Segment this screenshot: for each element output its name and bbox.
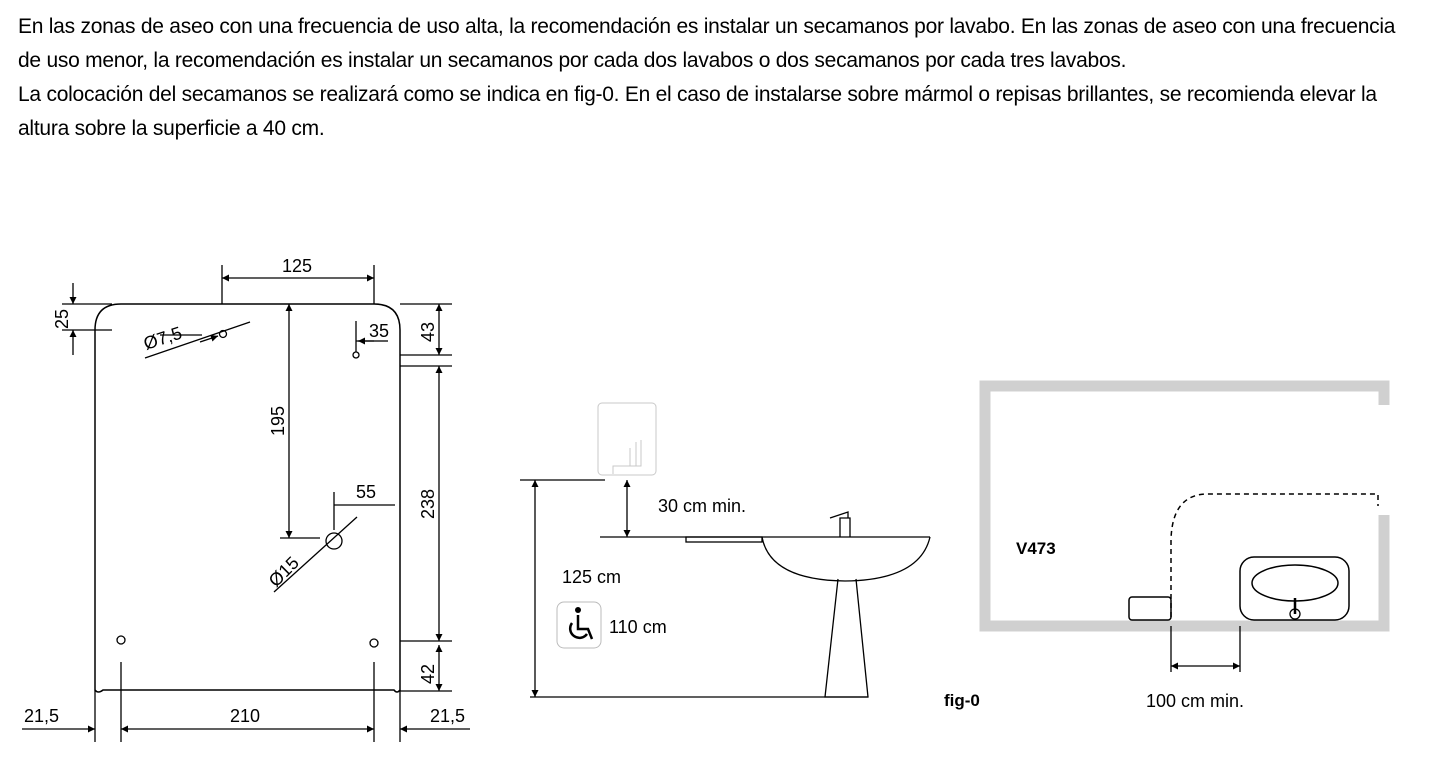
sink-basin <box>762 537 930 581</box>
bottom-left-hole-marker <box>117 636 125 644</box>
template-dimension-labels <box>24 256 465 726</box>
paragraph-usage: En las zonas de aseo con una frecuencia de uso alta, la recomendación es instalar un secamanos por lavabo. En las zonas de aseo con una frecuencia de uso menor, la recomendación es instalar un secamanos por cada dos lavabos o dos secamanos por cada tres lavabos. <box>18 15 1396 72</box>
dim-big-hole-label: Ø15 <box>264 552 303 591</box>
dim-42-label: 42 <box>418 663 438 684</box>
dim-238-label: 238 <box>418 488 438 519</box>
dim-clearance-label: 100 cm min. <box>1146 691 1245 711</box>
dim-accessible-label: 110 cm <box>609 617 667 637</box>
big-hole-marker <box>326 533 342 549</box>
mounting-template-drawing <box>22 265 470 742</box>
dim-43-label: 43 <box>418 321 438 342</box>
sink-elevation-drawing <box>520 403 930 697</box>
sink-dimension-labels <box>562 496 746 637</box>
dim-bottom-left-label: 21,5 <box>24 706 60 726</box>
sink-pedestal <box>825 579 868 697</box>
wheelchair-icon <box>557 602 601 648</box>
paragraph-placement: La colocación del secamanos se realizará como se indica en fig-0. En el caso de instalarse sobre mármol o repisas brillantes, se recomienda elevar la altura sobre la superficie a 40 cm. <box>18 83 1377 140</box>
dim-35-label: 35 <box>369 321 390 341</box>
hand-dryer-icon <box>598 403 656 475</box>
dim-195-label: 195 <box>268 405 288 436</box>
faucet <box>830 512 850 537</box>
plan-view-drawing <box>985 386 1384 672</box>
dim-height-label: 125 cm <box>562 567 622 587</box>
dim-top-label: 125 <box>282 256 313 276</box>
dim-55-label: 55 <box>356 482 377 502</box>
dim-small-hole-label: Ø7,5 <box>141 322 185 354</box>
room-walls <box>985 386 1384 626</box>
model-label: V473 <box>1016 539 1056 558</box>
bottom-right-hole-marker <box>370 639 378 647</box>
figure-label: fig-0 <box>944 691 980 710</box>
dryer-box <box>1129 597 1171 620</box>
template-outline <box>95 304 400 692</box>
dim-min-gap-label: 30 cm min. <box>658 496 747 516</box>
dim-bottom-width-label: 210 <box>230 706 261 726</box>
dim-top-left-label: 25 <box>52 308 72 329</box>
dim-bottom-right-label: 21,5 <box>430 706 466 726</box>
right-top-hole-marker <box>353 352 359 358</box>
